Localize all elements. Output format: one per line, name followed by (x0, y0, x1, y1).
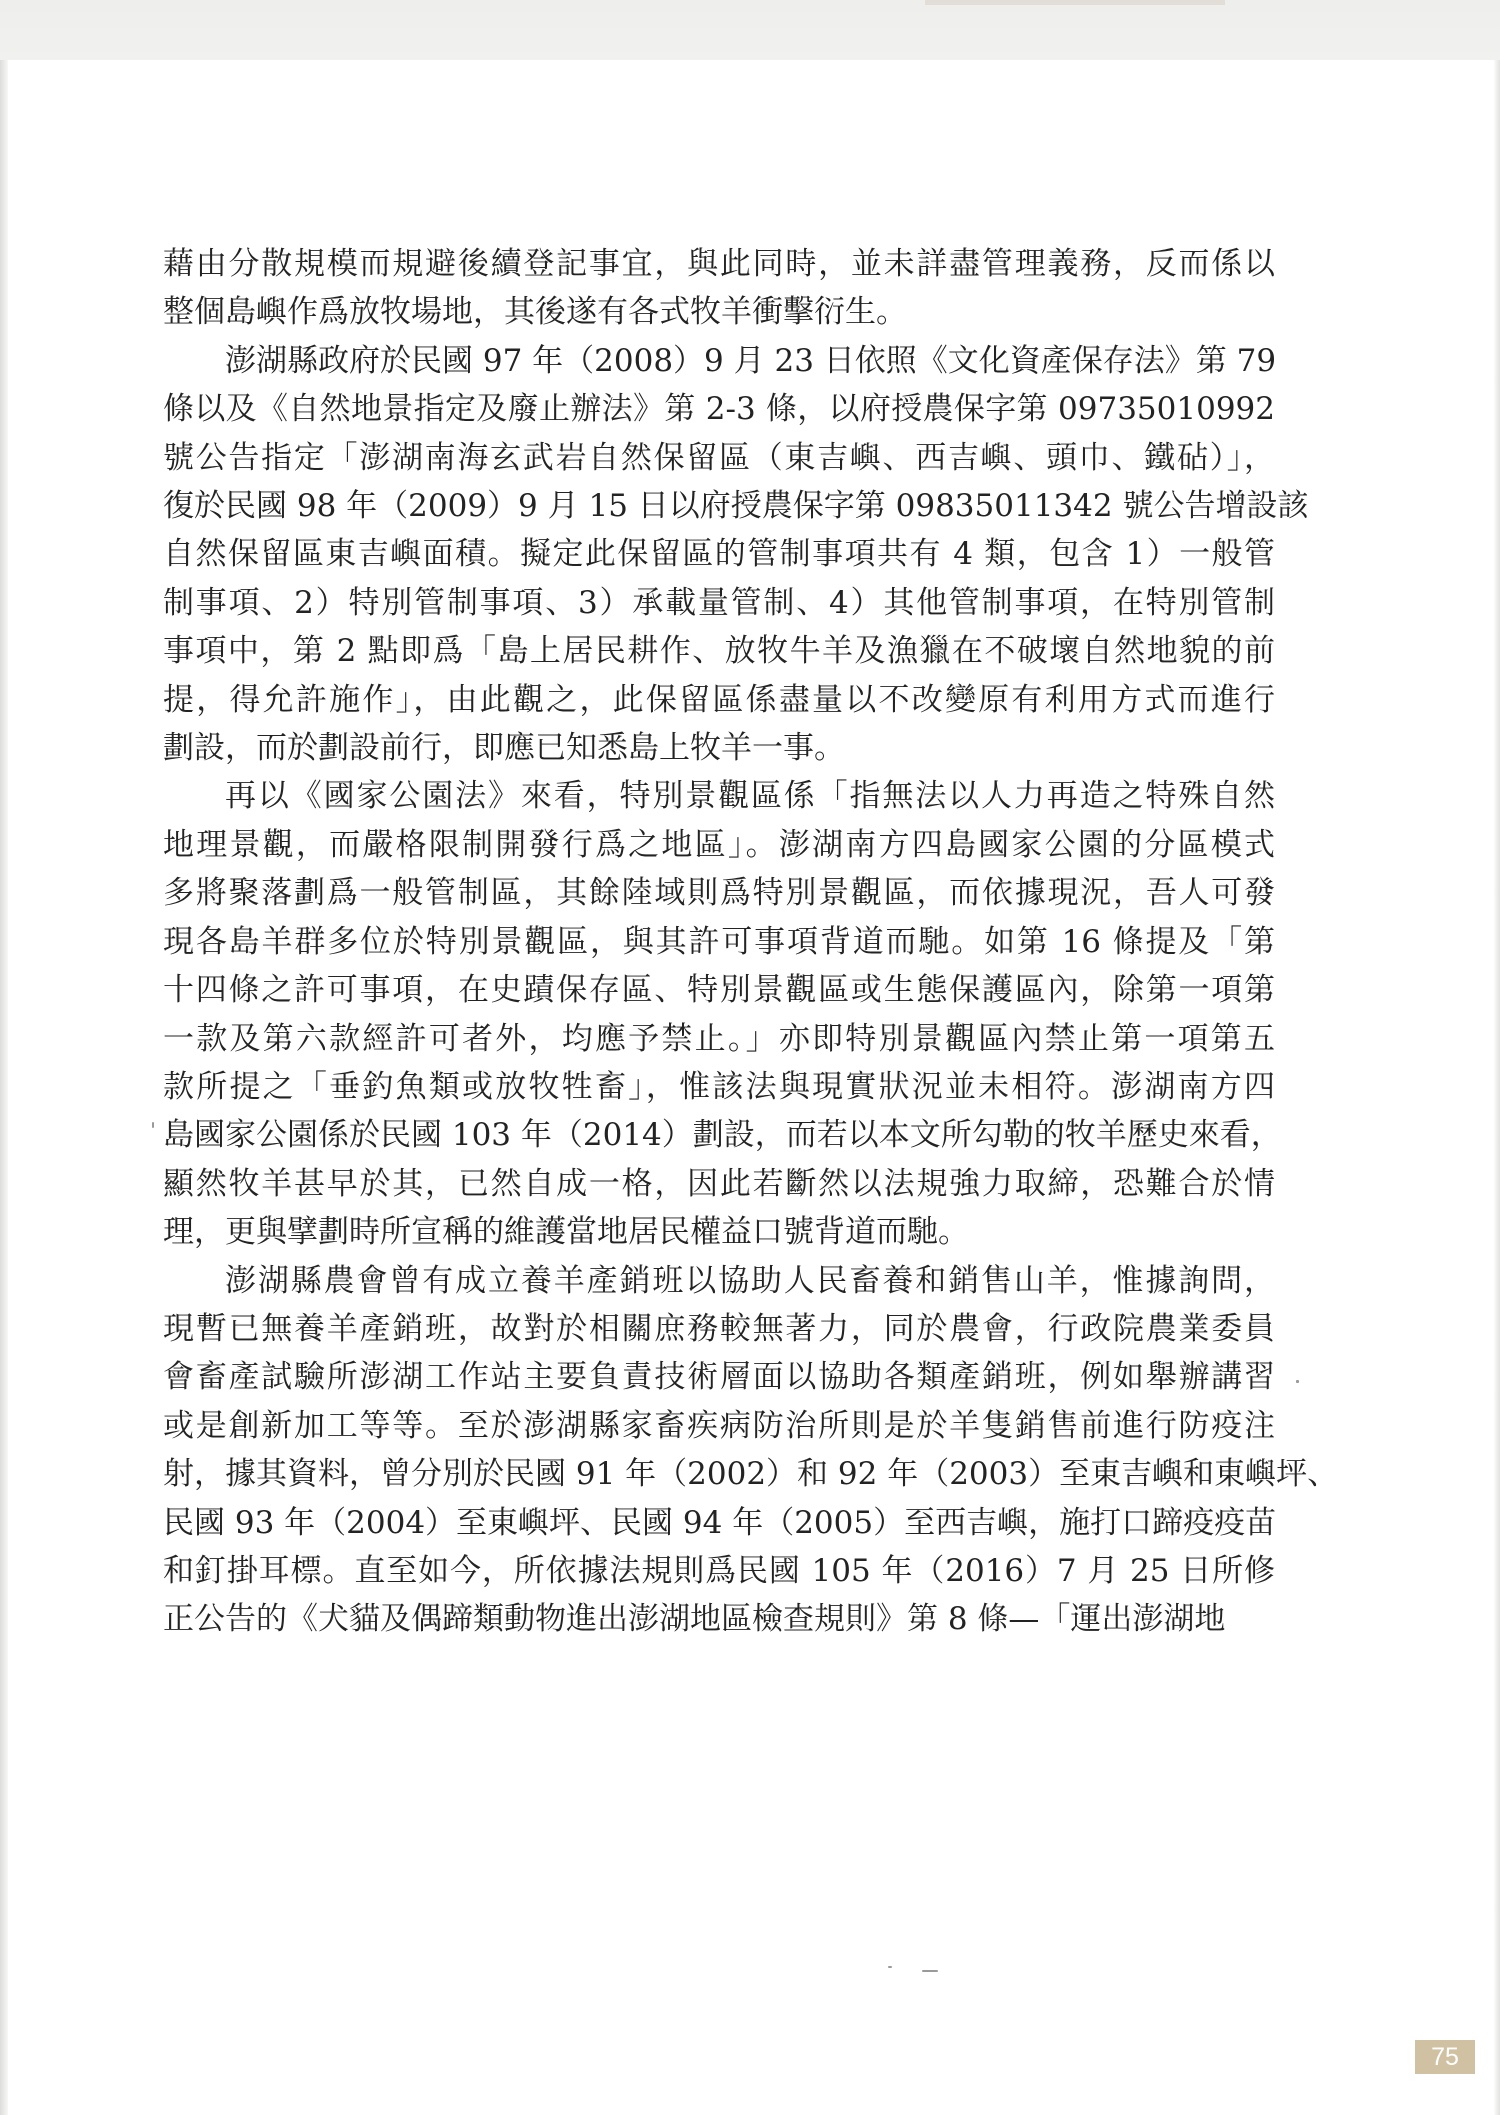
page-number: 75 (1415, 2040, 1475, 2074)
paragraph (163, 337, 1309, 773)
body-text (163, 240, 1339, 1644)
text-line: 澎湖縣政府於民國 97 年（2008）9 月 23 日依照《文化資產保存法》第 79 (225, 342, 1277, 379)
text-line: 現各島羊群多位於特別景觀區，與其許可事項背道而馳。如第 16 條提及「第 (163, 923, 1275, 960)
paragraph (163, 240, 1275, 337)
text-line: 多將聚落劃爲一般管制區，其餘陸域則爲特別景觀區，而依據現況，吾人可發 (163, 875, 1275, 912)
paragraph (163, 772, 1282, 1256)
text-line: 整個島嶼作爲放牧場地，其後遂有各式牧羊衝擊衍生。 (163, 294, 907, 331)
text-line: 藉由分散規模而規避後續登記事宜，與此同時，並未詳盡管理義務，反而係以 (163, 246, 1275, 282)
text-line: 提，得允許施作」，由此觀之，此保留區係盡量以不改變原有利用方式而進行 (163, 681, 1275, 718)
text-line: 自然保留區東吉嶼面積。擬定此保留區的管制事項共有 4 類，包含 1）一般管 (163, 536, 1275, 573)
text-line: 制事項、2）特別管制事項、3）承載量管制、4）其他管制事項，在特別管制 (163, 584, 1275, 621)
text-line: 劃設，而於劃設前行，即應已知悉島上牧羊一事。 (163, 730, 845, 767)
text-line: 射，據其資料，曾分別於民國 91 年（2002）和 92 年（2003）至東吉嶼和東嶼坪、 (163, 1456, 1339, 1493)
scan-top-margin (0, 0, 1500, 60)
text-line: 號公告指定「澎湖南海玄武岩自然保留區（東吉嶼、西吉嶼、頭巾、鐵砧）」， (163, 439, 1275, 476)
scan-speck (888, 1966, 892, 1968)
text-line: 會畜產試驗所澎湖工作站主要負責技術層面以協助各類產銷班，例如舉辦講習 (163, 1359, 1275, 1396)
text-line: 一款及第六款經許可者外，均應予禁止。」亦即特別景觀區內禁止第一項第五 (163, 1020, 1275, 1057)
text-line: 正公告的《犬貓及偶蹄類動物進出澎湖地區檢查規則》第 8 條—「運出澎湖地 (163, 1601, 1226, 1638)
scan-fold-mark (925, 0, 1225, 5)
scan-speck (152, 1122, 154, 1128)
text-line: 澎湖縣農會曾有成立養羊產銷班以協助人民畜養和銷售山羊，惟據詢問， (225, 1262, 1275, 1299)
scan-speck (1296, 1380, 1299, 1383)
text-line: 再以《國家公園法》來看，特別景觀區係「指無法以人力再造之特殊自然 (225, 778, 1275, 815)
text-line: 十四條之許可事項，在史蹟保存區、特別景觀區或生態保護區內，除第一項第 (163, 972, 1275, 1009)
text-line: 和釘掛耳標。直至如今，所依據法規則爲民國 105 年（2016）7 月 25 日所修 (163, 1552, 1275, 1589)
text-line: 或是創新加工等等。至於澎湖縣家畜疾病防治所則是於羊隻銷售前進行防疫注 (163, 1407, 1275, 1444)
scan-left-shadow (0, 60, 8, 2115)
text-line: 顯然牧羊甚早於其，已然自成一格，因此若斷然以法規強力取締，恐難合於情 (163, 1165, 1275, 1202)
text-line: 現暫已無養羊產銷班，故對於相關庶務較無著力，同於農會，行政院農業委員 (163, 1310, 1275, 1347)
text-line: 事項中，第 2 點即爲「島上居民耕作、放牧牛羊及漁獵在不破壞自然地貌的前 (163, 633, 1275, 670)
text-line: 復於民國 98 年（2009）9 月 15 日以府授農保字第 09835011342 號公告增設該 (163, 488, 1309, 525)
paragraph (163, 1257, 1339, 1644)
text-line: 島國家公園係於民國 103 年（2014）劃設，而若以本文所勾勒的牧羊歷史來看， (163, 1117, 1282, 1154)
text-line: 款所提之「垂釣魚類或放牧牲畜」，惟該法與現實狀況並未相符。澎湖南方四 (163, 1068, 1275, 1105)
text-line: 理，更與擘劃時所宣稱的維護當地居民權益口號背道而馳。 (163, 1214, 969, 1251)
text-line: 地理景觀，而嚴格限制開發行爲之地區」。澎湖南方四島國家公園的分區模式 (163, 826, 1275, 863)
scan-right-shadow (1494, 60, 1500, 2115)
text-line: 條以及《自然地景指定及廢止辦法》第 2-3 條，以府授農保字第 09735010992 (163, 391, 1275, 428)
text-line: 民國 93 年（2004）至東嶼坪、民國 94 年（2005）至西吉嶼，施打口蹄疫疫苗 (163, 1504, 1277, 1541)
scan-speck (922, 1970, 938, 1972)
